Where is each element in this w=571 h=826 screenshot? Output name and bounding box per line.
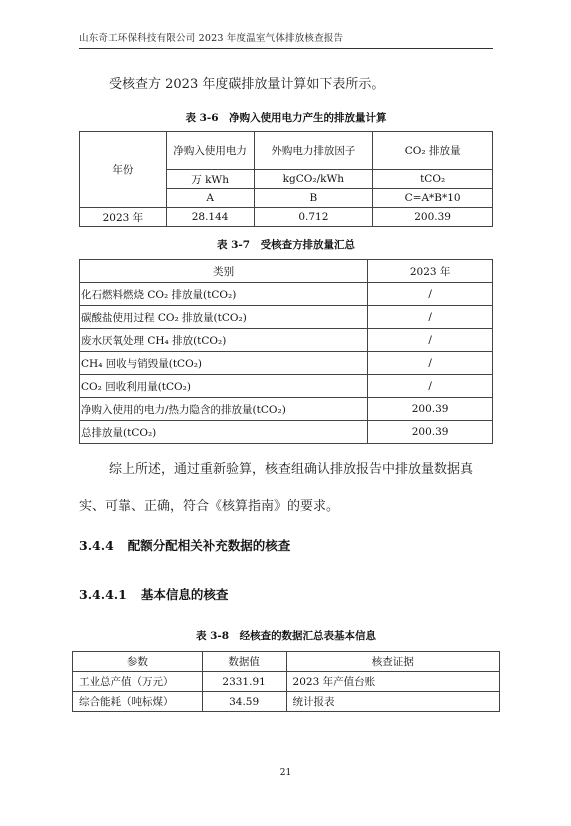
emission-value-cell: 200.39 [373, 208, 493, 227]
section-title: 基本信息的核查 [140, 587, 229, 602]
row-value-cell: / [368, 352, 493, 375]
section-title: 配额分配相关补充数据的核查 [127, 538, 291, 553]
table-row [80, 306, 493, 329]
param-cell: 综合能耗（吨标煤） [73, 692, 203, 712]
row-value-cell: / [368, 283, 493, 306]
value-cell: 2331.91 [202, 672, 286, 692]
section-number: 3.4.4.1 [79, 587, 127, 602]
table-3-8 [72, 651, 500, 712]
table-row [80, 208, 493, 227]
year-cell: 2023 年 [80, 208, 167, 227]
table-3-6-caption: 表 3-6 净购入使用电力产生的排放量计算 [185, 112, 387, 124]
formula-cell: C=A*B*10 [373, 189, 493, 208]
row-value-cell: / [368, 375, 493, 398]
param-header-cell: 参数 [73, 652, 203, 672]
evidence-cell: 统计报表 [286, 692, 499, 712]
header-divider [79, 48, 493, 49]
table-row [80, 283, 493, 306]
page-number: 21 [279, 768, 292, 778]
row-value-cell: / [368, 329, 493, 352]
year-header-cell: 2023 年 [368, 260, 493, 283]
param-cell: 工业总产值（万元） [73, 672, 203, 692]
row-label-cell: 总排放量(tCO₂) [80, 421, 368, 444]
table-row [80, 375, 493, 398]
emission-unit-cell: tCO₂ [373, 170, 493, 189]
electricity-unit-cell: 万 kWh [166, 170, 254, 189]
electricity-value-cell: 28.144 [166, 208, 254, 227]
symbol-a-cell: A [166, 189, 254, 208]
row-value-cell: / [368, 306, 493, 329]
factor-value-cell: 0.712 [254, 208, 373, 227]
category-header-cell: 类别 [80, 260, 368, 283]
value-header-cell: 数据值 [202, 652, 286, 672]
section-number: 3.4.4 [79, 538, 114, 553]
row-label-cell: CO₂ 回收利用量(tCO₂) [80, 375, 368, 398]
table-3-7-caption: 表 3-7 受核查方排放量汇总 [216, 239, 356, 251]
value-cell: 34.59 [202, 692, 286, 712]
table-row [73, 672, 500, 692]
section-heading-3-4-4-1 [79, 585, 228, 603]
evidence-header-cell: 核查证据 [286, 652, 499, 672]
table-3-7 [79, 259, 493, 444]
emission-header-cell: CO₂ 排放量 [373, 132, 493, 170]
table-3-6 [79, 131, 493, 227]
intro-paragraph: 受核查方 2023 年度碳排放量计算如下表所示。 [109, 77, 385, 92]
row-label-cell: 碳酸盐使用过程 CO₂ 排放量(tCO₂) [80, 306, 368, 329]
factor-header-cell: 外购电力排放因子 [254, 132, 373, 170]
table-row [80, 132, 493, 170]
row-label-cell: 废水厌氧处理 CH₄ 排放(tCO₂) [80, 329, 368, 352]
row-label-cell: 净购入使用的电力/热力隐含的排放量(tCO₂) [80, 398, 368, 421]
conclusion-line-2: 实、可靠、正确，符合《核算指南》的要求。 [79, 499, 340, 514]
conclusion-line-1: 综上所述，通过重新验算，核查组确认排放报告中排放量数据真 [109, 462, 474, 477]
evidence-cell: 2023 年产值台账 [286, 672, 499, 692]
factor-unit-cell: kgCO₂/kWh [254, 170, 373, 189]
page-header: 山东奇工环保科技有限公司 2023 年度温室气体排放核查报告 [79, 33, 344, 44]
table-3-8-caption: 表 3-8 经核查的数据汇总表基本信息 [195, 630, 377, 642]
year-header-cell: 年份 [80, 132, 167, 208]
table-row [80, 329, 493, 352]
row-label-cell: CH₄ 回收与销毁量(tCO₂) [80, 352, 368, 375]
table-row [73, 652, 500, 672]
row-value-cell: 200.39 [368, 398, 493, 421]
row-label-cell: 化石燃料燃烧 CO₂ 排放量(tCO₂) [80, 283, 368, 306]
section-heading-3-4-4 [79, 536, 290, 554]
table-row [80, 260, 493, 283]
table-row [80, 398, 493, 421]
table-row [73, 692, 500, 712]
table-row [80, 352, 493, 375]
table-row [80, 421, 493, 444]
row-value-cell: 200.39 [368, 421, 493, 444]
symbol-b-cell: B [254, 189, 373, 208]
electricity-header-cell: 净购入使用电力 [166, 132, 254, 170]
